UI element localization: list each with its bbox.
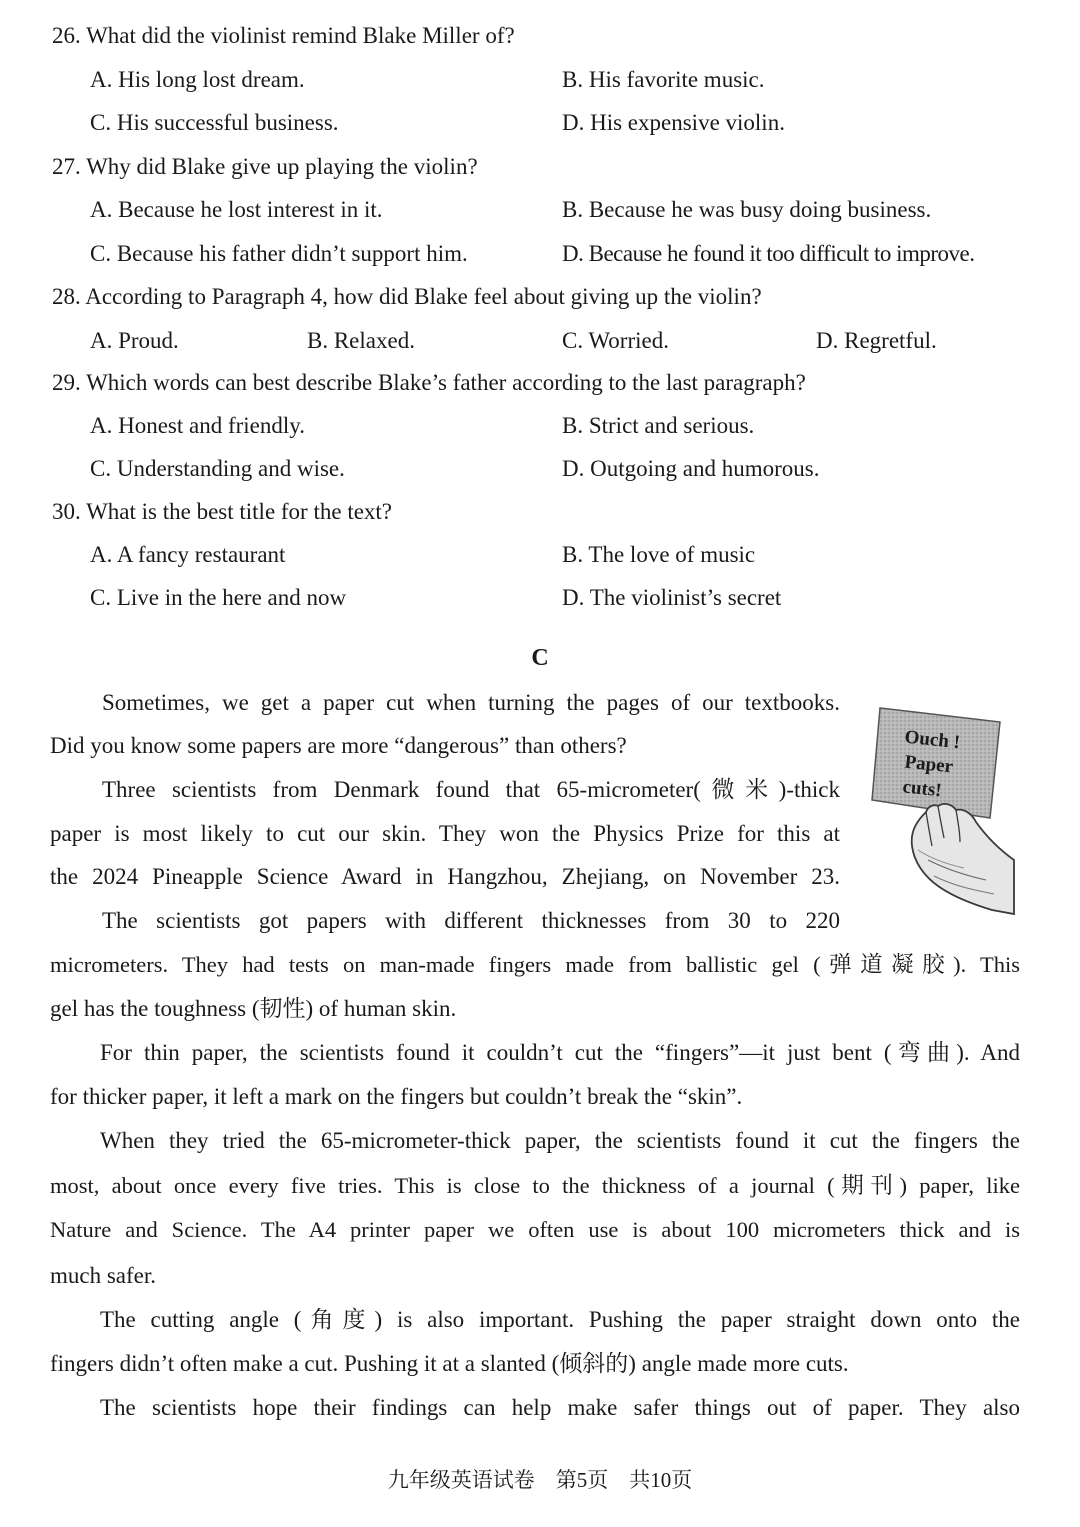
passage-line: the 2024 Pineapple Science Award in Hangzhou, Zhejiang, on November 23. [50,864,840,889]
passage-line: fingers didn’t often make a cut. Pushing it at a slanted (倾斜的) angle made more cuts. [50,1351,849,1376]
question-27-option-b: B. Because he was busy doing business. [562,197,932,222]
page-footer: 九年级英语试卷 第5页 共10页 [387,1468,693,1492]
question-28-stem: 28. According to Paragraph 4, how did Blake feel about giving up the violin? [52,284,762,309]
question-27-option-a: A. Because he lost interest in it. [90,197,383,222]
figure-caption-line: cuts! [901,776,943,802]
section-heading: C [531,645,549,671]
figure-caption-line: Paper [903,751,955,778]
passage-line: Sometimes, we get a paper cut when turning the pages of our textbooks. [102,690,840,715]
passage-line: Nature and Science. The A4 printer paper we often use is about 100 micrometers thick and is [50,1217,1020,1242]
question-29-option-c: C. Understanding and wise. [90,456,345,481]
question-28-option-d: D. Regretful. [816,328,937,353]
question-28-option-a: A. Proud. [90,328,179,353]
question-29-stem: 29. Which words can best describe Blake’s father according to the last paragraph? [52,370,806,395]
passage-line: Did you know some papers are more “dangerous” than others? [50,733,627,758]
question-30-option-a: A. A fancy restaurant [90,542,286,567]
question-30-option-b: B. The love of music [562,542,756,567]
passage-line: The scientists got papers with different thicknesses from 30 to 220 [102,908,840,933]
question-26-option-a: A. His long lost dream. [90,67,305,92]
question-29-option-d: D. Outgoing and humorous. [562,456,820,481]
question-30-option-d: D. The violinist’s secret [562,585,782,610]
passage-line: paper is most likely to cut our skin. They won the Physics Prize for this at [50,821,840,846]
question-27-option-c: C. Because his father didn’t support him. [90,241,468,266]
question-26-stem: 26. What did the violinist remind Blake Miller of? [52,23,515,48]
question-26-option-c: C. His successful business. [90,110,339,135]
paper-cut-illustration [868,700,1018,920]
question-30-option-c: C. Live in the here and now [90,585,347,610]
question-29-option-a: A. Honest and friendly. [90,413,306,438]
passage-line: For thin paper, the scientists found it couldn’t cut the “fingers”—it just bent (弯曲). And [100,1040,1020,1065]
passage-line: The cutting angle (角度) is also important. Pushing the paper straight down onto the [100,1307,1020,1332]
question-27-stem: 27. Why did Blake give up playing the violin? [52,154,478,179]
passage-line: gel has the toughness (韧性) of human skin. [50,996,457,1021]
passage-line: micrometers. They had tests on man-made fingers made from ballistic gel (弹道凝胶). This [50,952,1020,977]
passage-line: much safer. [50,1263,157,1288]
question-26-option-b: B. His favorite music. [562,67,765,92]
question-28-option-b: B. Relaxed. [307,328,415,353]
passage-line: most, about once every five tries. This is close to the thickness of a journal (期刊) paper, like [50,1173,1020,1198]
passage-line: for thicker paper, it left a mark on the fingers but couldn’t break the “skin”. [50,1084,743,1109]
figure-caption-line: Ouch ! [903,726,961,754]
question-29-option-b: B. Strict and serious. [562,413,755,438]
passage-line: Three scientists from Denmark found that 65-micrometer(微米)-thick [102,777,840,802]
question-26-option-d: D. His expensive violin. [562,110,785,135]
question-27-option-d: D. Because he found it too difficult to improve. [562,241,975,266]
question-30-stem: 30. What is the best title for the text? [52,499,393,524]
passage-line: The scientists hope their findings can help make safer things out of paper. They also [100,1395,1020,1420]
question-28-option-c: C. Worried. [562,328,669,353]
passage-line: When they tried the 65-micrometer-thick paper, the scientists found it cut the fingers the [100,1128,1020,1153]
